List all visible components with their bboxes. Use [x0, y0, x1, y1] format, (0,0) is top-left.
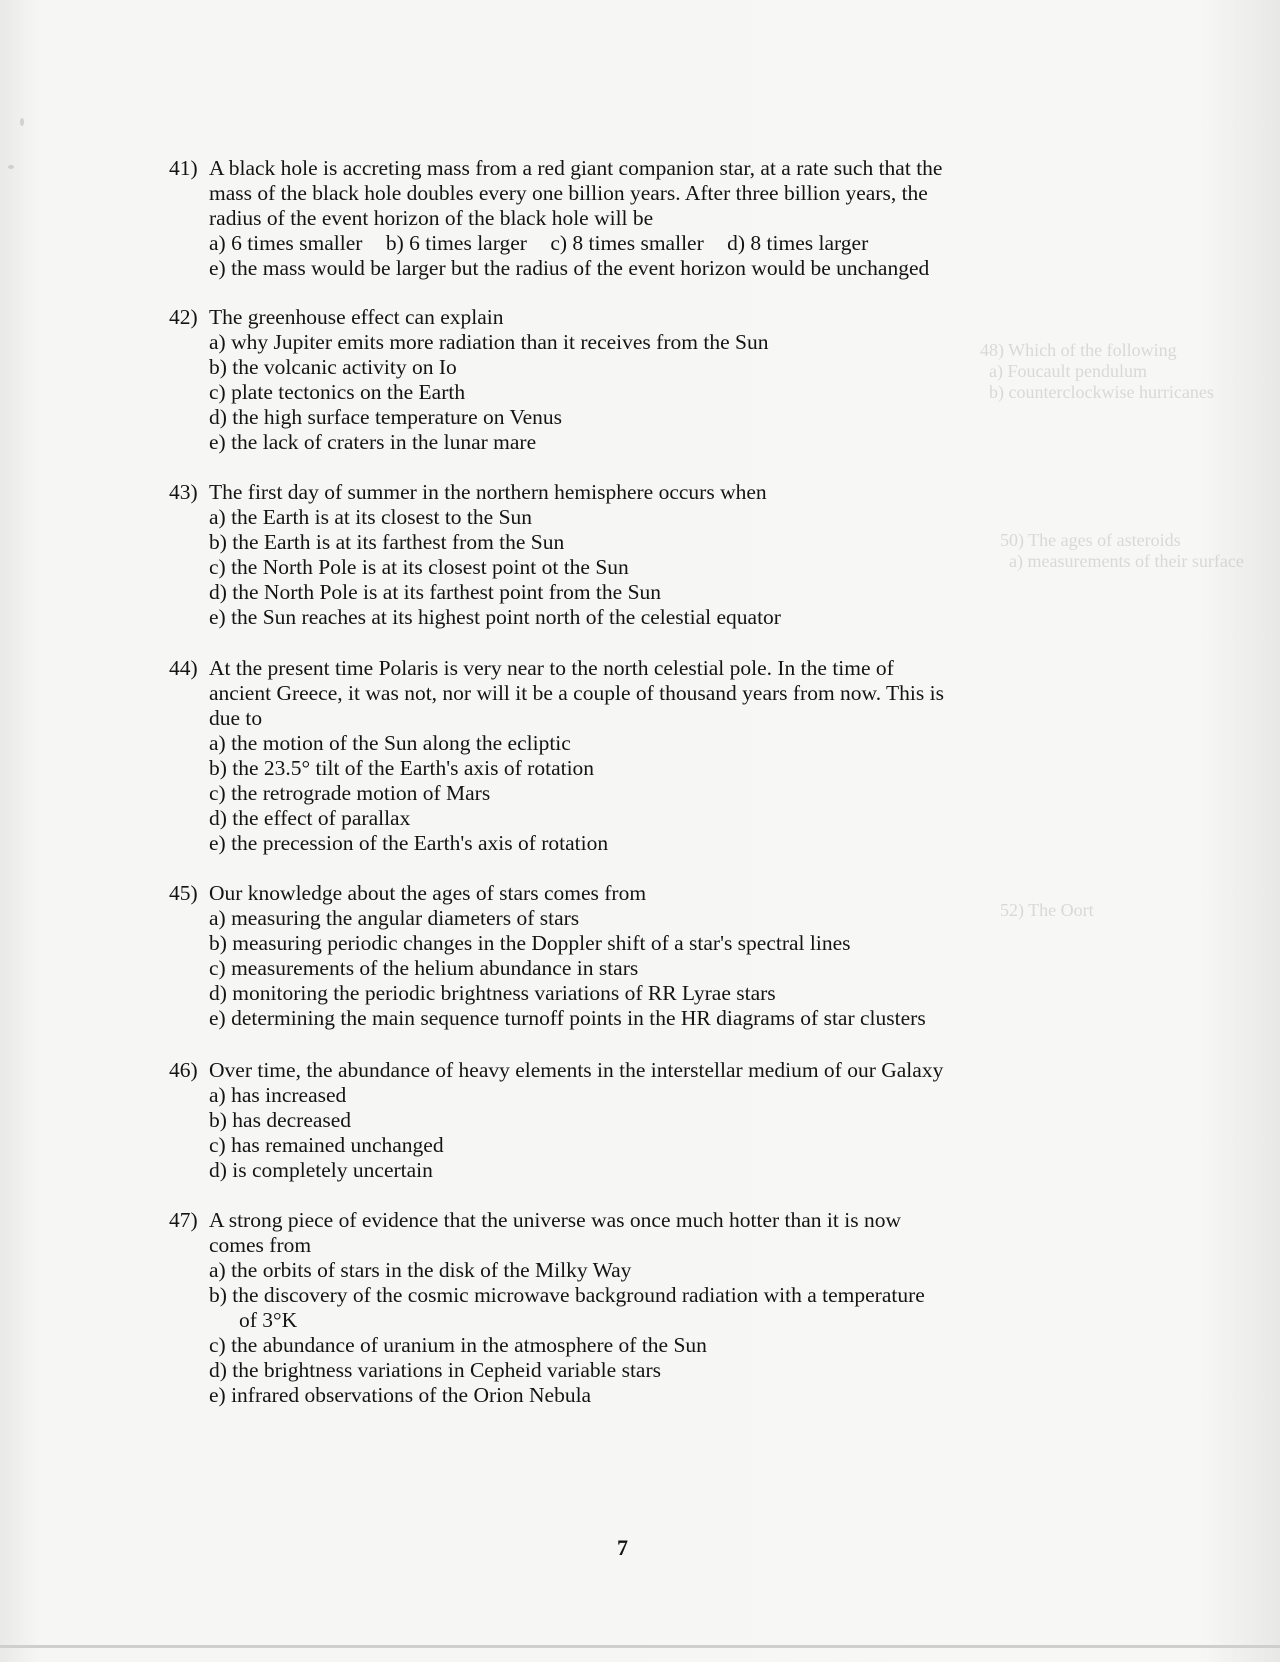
question-number: 44) [169, 656, 198, 680]
question-number: 45) [169, 881, 198, 905]
show-through-text: 52) The Oort [1000, 900, 1094, 920]
answer-choice-a: a) 6 times smaller [209, 231, 363, 255]
question-text: Our knowledge about the ages of stars comes from [209, 881, 647, 905]
scan-mark [8, 165, 14, 169]
question-stem [169, 480, 1079, 505]
answer-choice-a: a) measuring the angular diameters of stars [209, 906, 580, 930]
question-stem [169, 881, 1079, 906]
answer-choice-b: b) has decreased [209, 1108, 352, 1132]
question-number: 46) [169, 1058, 198, 1082]
scan-edge [0, 1645, 1280, 1648]
question-text-continued: comes from [209, 1233, 312, 1257]
question-text: At the present time Polaris is very near to the north celestial pole. In the time of [209, 656, 894, 680]
answer-choice-d: d) 8 times larger [727, 231, 869, 255]
answer-choice-b: b) the volcanic activity on Io [209, 355, 457, 379]
answer-choice-c: c) has remained unchanged [209, 1133, 444, 1157]
answer-choice-a: a) has increased [209, 1083, 347, 1107]
answer-choice-d: d) the brightness variations in Cepheid variable stars [209, 1358, 661, 1382]
answer-choice-b: b) the 23.5° tilt of the Earth's axis of rotation [209, 756, 595, 780]
question-42 [169, 305, 1079, 455]
answer-choice-a: a) the motion of the Sun along the ecliptic [209, 731, 571, 755]
answer-choice-e: e) the precession of the Earth's axis of rotation [209, 831, 609, 855]
answer-choice-d: d) the high surface temperature on Venus [209, 405, 563, 429]
answer-choice-b-continued: of 3°K [239, 1308, 298, 1332]
page-number: 7 [617, 1535, 628, 1560]
answer-choice-d: d) is completely uncertain [209, 1158, 433, 1182]
answer-choice-d: d) the effect of parallax [209, 806, 411, 830]
question-45 [169, 881, 1079, 1031]
question-text-continued: ancient Greece, it was not, nor will it be a couple of thousand years from now. This is [209, 681, 944, 705]
answer-choice-e: e) infrared observations of the Orion Nebula [209, 1383, 592, 1407]
question-number: 42) [169, 305, 198, 329]
answer-choice-c: c) the North Pole is at its closest point ot the Sun [209, 555, 629, 579]
question-41 [169, 156, 1079, 281]
scan-mark [20, 118, 24, 126]
answer-choice-b: b) measuring periodic changes in the Doppler shift of a star's spectral lines [209, 931, 851, 955]
answer-choice-e: e) the mass would be larger but the radius of the event horizon would be unchanged [209, 256, 930, 280]
answer-choice-c: c) 8 times smaller [550, 231, 704, 255]
question-46 [169, 1058, 1079, 1183]
answer-choice-e: e) the Sun reaches at its highest point north of the celestial equator [209, 605, 781, 629]
answer-choice-e: e) determining the main sequence turnoff points in the HR diagrams of star clusters [209, 1006, 926, 1030]
question-44 [169, 656, 1079, 856]
answer-choice-b: b) 6 times larger [385, 231, 527, 255]
answer-choice-b: b) the discovery of the cosmic microwave background radiation with a temperature [209, 1283, 925, 1307]
question-text-continued: due to [209, 706, 263, 730]
question-text: Over time, the abundance of heavy elements in the interstellar medium of our Galaxy [209, 1058, 944, 1082]
question-text-continued: radius of the event horizon of the black hole will be [209, 206, 654, 230]
show-through-text: 48) Which of the following a) Foucault pendulum b) counterclockwise hurricanes [980, 340, 1214, 402]
question-text: A black hole is accreting mass from a red giant companion star, at a rate such that the [209, 156, 943, 180]
question-stem [169, 1208, 1079, 1233]
answer-choice-e: e) the lack of craters in the lunar mare [209, 430, 537, 454]
question-stem [169, 156, 1079, 181]
question-text: The greenhouse effect can explain [209, 305, 504, 329]
question-number: 43) [169, 480, 198, 504]
question-stem [169, 656, 1079, 681]
answer-choice-c: c) measurements of the helium abundance in stars [209, 956, 639, 980]
answer-choice-c: c) plate tectonics on the Earth [209, 380, 466, 404]
question-number: 41) [169, 156, 198, 180]
answer-choice-d: d) monitoring the periodic brightness variations of RR Lyrae stars [209, 981, 776, 1005]
answer-choice-c: c) the abundance of uranium in the atmosphere of the Sun [209, 1333, 707, 1357]
answer-choice-d: d) the North Pole is at its farthest point from the Sun [209, 580, 662, 604]
answer-row [169, 231, 1079, 256]
answer-choice-a: a) why Jupiter emits more radiation than it receives from the Sun [209, 330, 769, 354]
answer-choice-b: b) the Earth is at its farthest from the Sun [209, 530, 565, 554]
answer-choice-c: c) the retrograde motion of Mars [209, 781, 491, 805]
question-text: The first day of summer in the northern hemisphere occurs when [209, 480, 767, 504]
answer-choice-a: a) the Earth is at its closest to the Sun [209, 505, 533, 529]
question-47 [169, 1208, 1079, 1408]
show-through-text: 50) The ages of asteroids a) measurements of their surface [1000, 530, 1244, 571]
question-text-continued: mass of the black hole doubles every one billion years. After three billion years, the [209, 181, 928, 205]
question-43 [169, 480, 1079, 630]
question-number: 47) [169, 1208, 198, 1232]
question-stem [169, 305, 1079, 330]
question-text: A strong piece of evidence that the universe was once much hotter than it is now [209, 1208, 901, 1232]
question-stem [169, 1058, 1079, 1083]
answer-choice-a: a) the orbits of stars in the disk of the Milky Way [209, 1258, 632, 1282]
